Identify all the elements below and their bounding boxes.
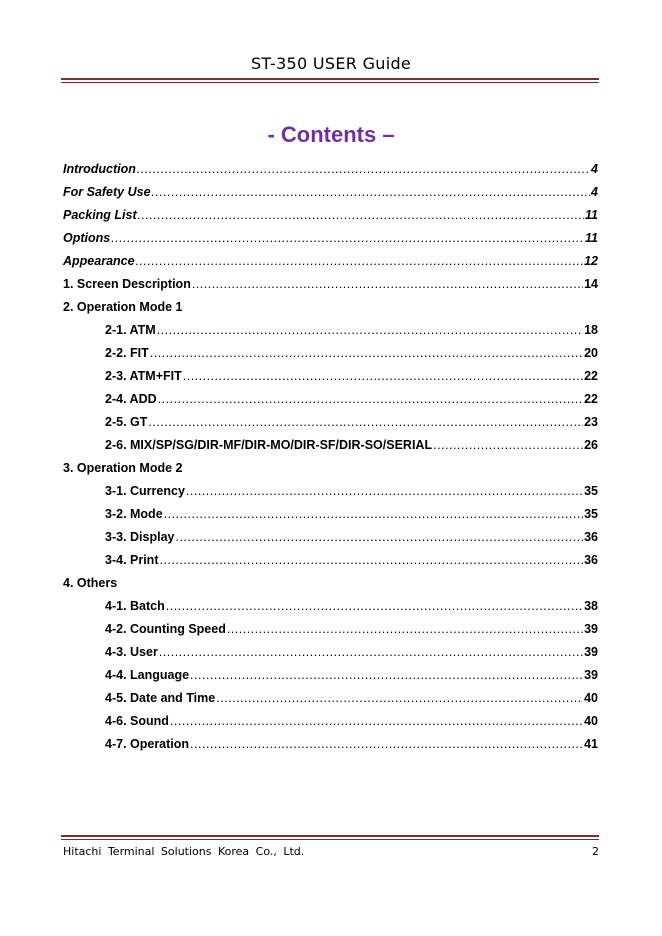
toc-entry-page: 26 (584, 438, 598, 452)
toc-entry-label: 4-1. Batch (105, 599, 165, 613)
toc-entry[interactable] (63, 367, 598, 390)
toc-entry-label: 4-7. Operation (105, 737, 190, 751)
toc-section-heading[interactable] (63, 298, 598, 321)
toc-entry[interactable] (63, 689, 598, 712)
toc-entry[interactable] (63, 620, 598, 643)
toc-entry-page: 41 (584, 737, 598, 751)
toc-entry-page: 40 (584, 714, 598, 728)
toc-entry-label: 2-1. ATM (105, 323, 156, 337)
toc-entry-label: 2-6. MIX/SP/SG/DIR-MF/DIR-MO/DIR-SF/DIR-SO/SERIAL (105, 438, 433, 452)
toc-entry-page: 14 (584, 277, 598, 291)
toc-entry[interactable] (63, 528, 598, 551)
toc-entry[interactable] (63, 321, 598, 344)
toc-entry-label: 4-2. Counting Speed (105, 622, 226, 636)
toc-entry-label: Introduction (63, 162, 136, 176)
toc-entry-page: 39 (584, 645, 598, 659)
toc-entry-label: 3-4. Print (105, 553, 159, 567)
toc-entry-label: 4-4. Language (105, 668, 190, 682)
toc-entry-page: 12 (584, 254, 598, 268)
toc-entry-page: 35 (584, 507, 598, 521)
toc-section-heading[interactable] (63, 459, 598, 482)
toc-entry[interactable] (63, 275, 598, 298)
toc-entry[interactable] (63, 413, 598, 436)
table-of-contents (63, 160, 598, 758)
toc-entry-label: Options (63, 231, 111, 245)
toc-entry-page: 4 (591, 185, 598, 199)
toc-entry-page: 40 (584, 691, 598, 705)
toc-entry[interactable] (63, 206, 598, 229)
toc-entry-label: 3. Operation Mode 2 (63, 461, 183, 475)
toc-entry-label: 2-4. ADD (105, 392, 157, 406)
toc-entry-label: 2-2. FIT (105, 346, 149, 360)
toc-entry-page: 39 (584, 668, 598, 682)
toc-entry-label: 4-3. User (105, 645, 158, 659)
toc-entry[interactable] (63, 482, 598, 505)
toc-entry[interactable] (63, 252, 598, 275)
toc-entry[interactable] (63, 183, 598, 206)
toc-entry[interactable] (63, 344, 598, 367)
toc-entry-page: 11 (585, 231, 598, 245)
toc-entry[interactable] (63, 436, 598, 459)
toc-entry-page: 36 (584, 530, 598, 544)
toc-entry[interactable] (63, 551, 598, 574)
toc-entry-page: 23 (584, 415, 598, 429)
toc-section-heading[interactable] (63, 574, 598, 597)
toc-entry-page: 39 (584, 622, 598, 636)
header-rule (61, 78, 599, 83)
toc-entry-label: 4-6. Sound (105, 714, 169, 728)
toc-entry-label: 2-5. GT (105, 415, 148, 429)
toc-entry[interactable] (63, 712, 598, 735)
toc-entry-page: 18 (584, 323, 598, 337)
toc-entry[interactable] (63, 643, 598, 666)
toc-entry-label: 4. Others (63, 576, 118, 590)
toc-entry-label: 3-3. Display (105, 530, 175, 544)
toc-entry-label: 2-3. ATM+FIT (105, 369, 182, 383)
toc-entry-label: 3-1. Currency (105, 484, 185, 498)
toc-entry-label: 1. Screen Description (63, 277, 191, 291)
contents-title: - Contents – (267, 122, 395, 147)
toc-entry-label: For Safety Use (63, 185, 151, 199)
toc-entry-page: 20 (584, 346, 598, 360)
toc-entry[interactable] (63, 505, 598, 528)
toc-entry[interactable] (63, 160, 598, 183)
toc-entry-label: 4-5. Date and Time (105, 691, 216, 705)
footer-company: Hitachi Terminal Solutions Korea Co., Ltd. (63, 845, 305, 858)
toc-entry[interactable] (63, 735, 598, 758)
toc-entry-page: 22 (584, 392, 598, 406)
toc-entry[interactable] (63, 390, 598, 413)
toc-entry-page: 11 (585, 208, 598, 222)
toc-entry[interactable] (63, 229, 598, 252)
footer-rule (61, 835, 599, 840)
toc-entry[interactable] (63, 597, 598, 620)
toc-entry-page: 36 (584, 553, 598, 567)
toc-entry-page: 22 (584, 369, 598, 383)
toc-entry-page: 4 (591, 162, 598, 176)
header-title: ST-350 USER Guide (250, 54, 412, 73)
toc-entry-page: 38 (584, 599, 598, 613)
toc-entry-label: Packing List (63, 208, 137, 222)
toc-entry[interactable] (63, 666, 598, 689)
toc-entry-page: 35 (584, 484, 598, 498)
toc-entry-label: 2. Operation Mode 1 (63, 300, 183, 314)
toc-entry-label: 3-2. Mode (105, 507, 163, 521)
footer-page-number: 2 (592, 845, 599, 858)
toc-entry-label: Appearance (63, 254, 135, 268)
